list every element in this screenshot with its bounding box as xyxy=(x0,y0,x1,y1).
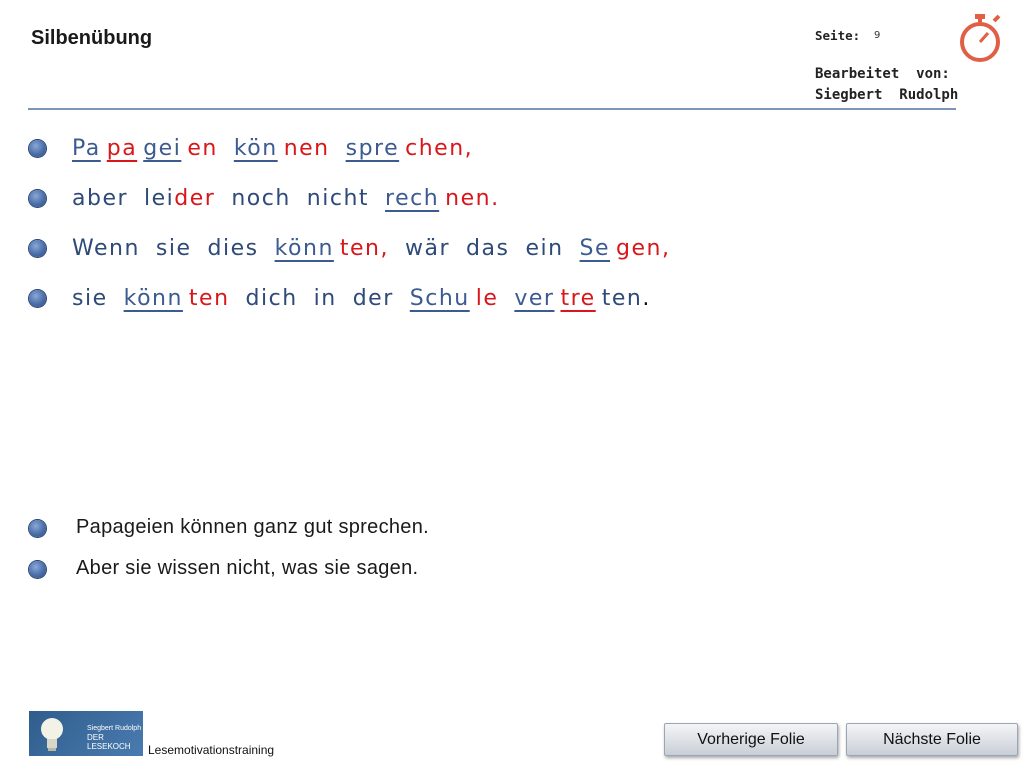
bullet-icon xyxy=(29,240,46,257)
word: Wenn xyxy=(72,236,140,261)
header-divider xyxy=(28,108,956,110)
word: dich xyxy=(245,286,298,311)
word: ein xyxy=(525,236,564,261)
syllable: Se xyxy=(579,236,611,261)
word: das xyxy=(466,236,510,261)
bullet-icon xyxy=(29,190,46,207)
syllable: ten, xyxy=(339,236,389,261)
word: aber xyxy=(72,186,129,211)
syllable: rech xyxy=(385,186,440,211)
syllable: nen xyxy=(283,136,330,161)
syllable: ten xyxy=(601,286,643,311)
syllable: en xyxy=(187,136,218,161)
syllable: ver xyxy=(514,286,555,311)
syllable-line-3 xyxy=(72,233,670,265)
syllable: könn xyxy=(123,286,183,311)
syllable: pa xyxy=(106,136,138,161)
syllable: Schu xyxy=(409,286,470,311)
page-title: Silbenübung xyxy=(31,27,153,49)
word: nicht xyxy=(306,186,370,211)
syllable: nen. xyxy=(445,186,500,211)
logo-text: Siegbert Rudolph DER LESEKOCH xyxy=(87,725,142,751)
word: der xyxy=(352,286,394,311)
syllable: gen, xyxy=(616,236,671,261)
bullet-icon xyxy=(29,561,46,578)
syllable-line-1 xyxy=(72,133,473,165)
syllable: Pa xyxy=(72,136,101,161)
brand-label: Lesemotivationstraining xyxy=(148,743,275,757)
stopwatch-icon[interactable] xyxy=(956,13,1004,63)
lightbulb-icon xyxy=(35,715,69,753)
syllable: kön xyxy=(233,136,278,161)
word: dies xyxy=(207,236,259,261)
word: sie xyxy=(155,236,192,261)
word: wär xyxy=(405,236,451,261)
syllable-line-4 xyxy=(72,283,651,315)
syllable: le xyxy=(475,286,499,311)
leselkoch-logo xyxy=(29,711,143,756)
syllable: der xyxy=(174,186,216,211)
syllable: lei xyxy=(144,186,175,211)
syllable: spre xyxy=(345,136,400,161)
punctuation: . xyxy=(642,286,651,311)
sentence-1: Papageien können ganz gut sprechen. xyxy=(76,516,429,538)
syllable: chen, xyxy=(405,136,474,161)
editor-label: Bearbeitet von: xyxy=(815,66,950,82)
page-label: Seite: xyxy=(815,28,861,43)
page-number: 9 xyxy=(874,30,881,41)
previous-slide-button[interactable]: Vorherige Folie xyxy=(664,723,838,756)
word: in xyxy=(313,286,337,311)
syllable: tre xyxy=(560,286,596,311)
editor-name: Siegbert Rudolph xyxy=(815,87,959,103)
sentence-2: Aber sie wissen nicht, was sie sagen. xyxy=(76,557,419,579)
bullet-icon xyxy=(29,140,46,157)
bullet-icon xyxy=(29,290,46,307)
word: noch xyxy=(231,186,291,211)
word: sie xyxy=(72,286,108,311)
syllable-line-2 xyxy=(72,183,500,215)
syllable: ten xyxy=(188,286,230,311)
bullet-icon xyxy=(29,520,46,537)
syllable: gei xyxy=(143,136,182,161)
next-slide-button[interactable]: Nächste Folie xyxy=(846,723,1018,756)
syllable: könn xyxy=(274,236,334,261)
